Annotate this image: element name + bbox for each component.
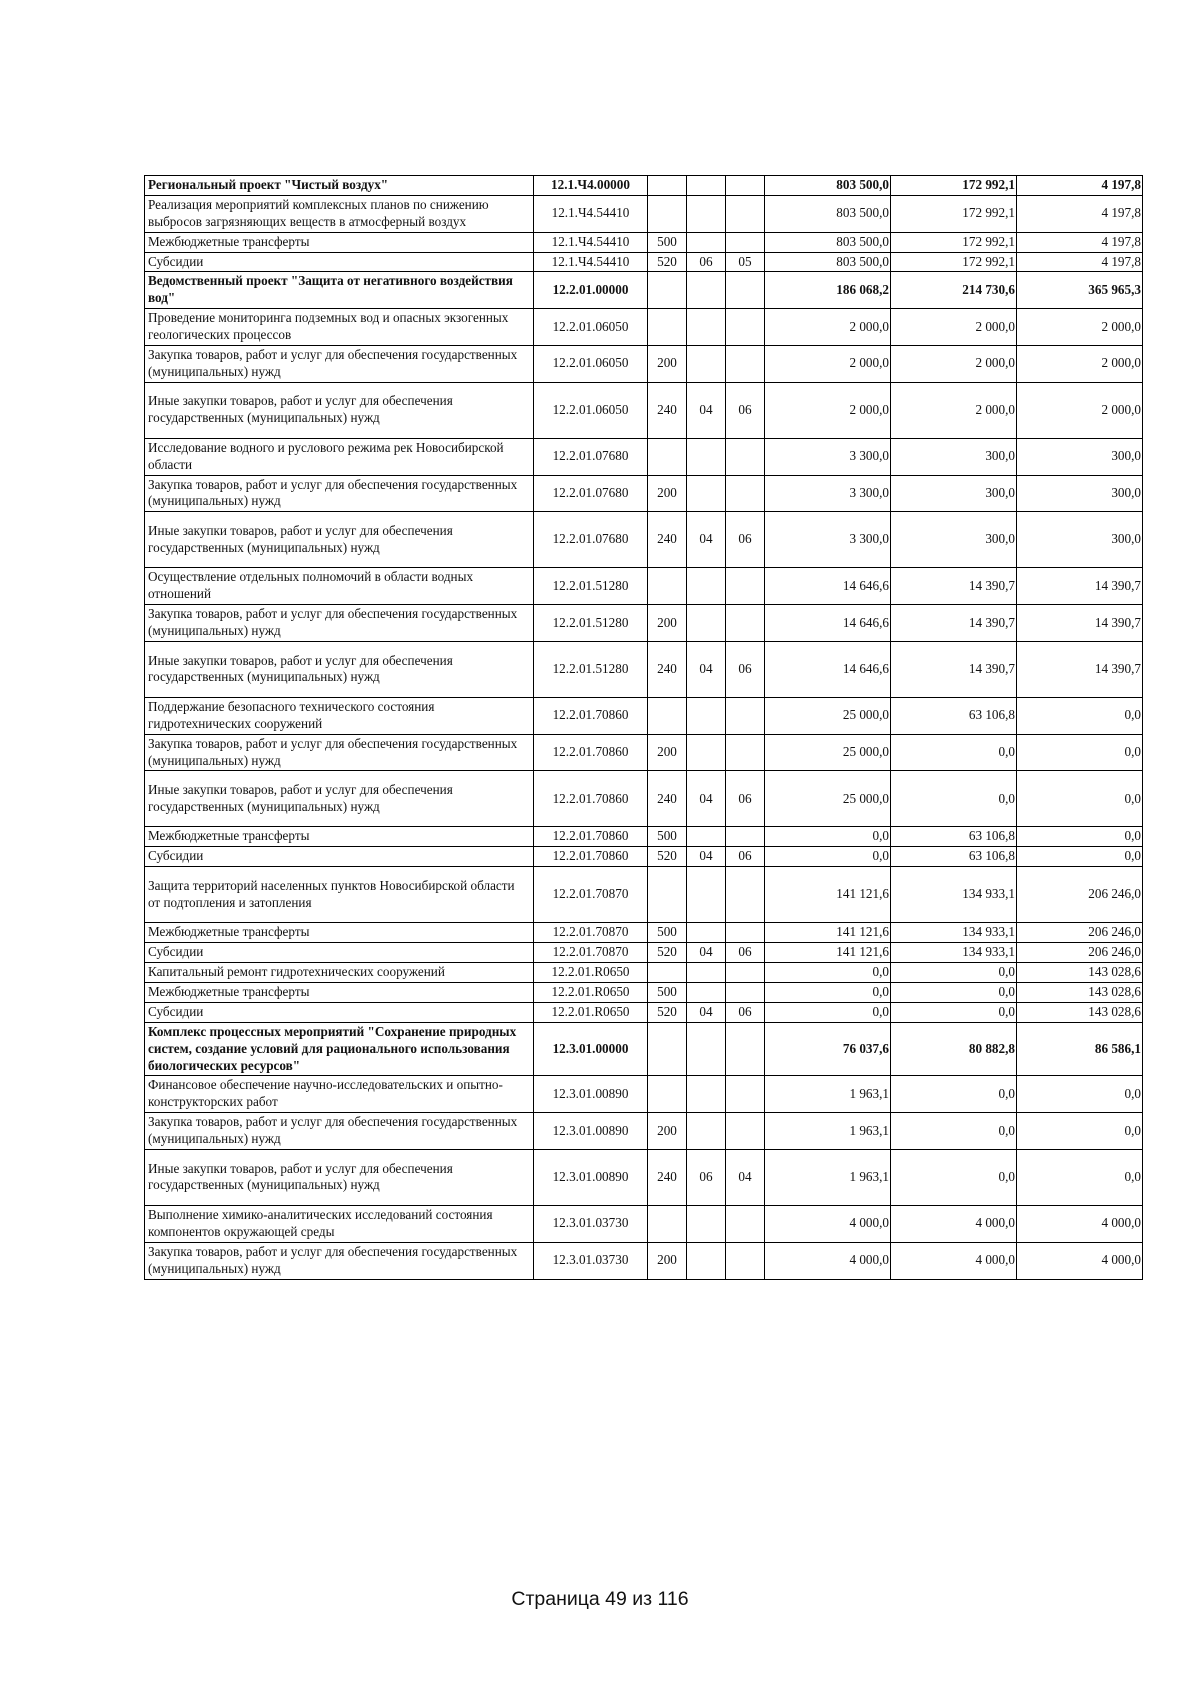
row-code-cell: 12.2.01.70860 [534,734,648,771]
row-expense-type-cell: 240 [648,512,687,568]
row-expense-type-cell [648,272,687,309]
row-amount-year3-cell: 206 246,0 [1017,943,1143,963]
row-amount-year2-cell: 134 933,1 [891,943,1017,963]
row-code-cell: 12.1.Ч4.00000 [534,176,648,196]
row-name-cell: Иные закупки товаров, работ и услуг для обеспечения государственных (муниципальных) нужд [145,512,534,568]
row-expense-type-cell: 240 [648,641,687,697]
row-code-cell: 12.3.01.00000 [534,1022,648,1076]
row-amount-year2-cell: 172 992,1 [891,195,1017,232]
row-amount-year2-cell: 0,0 [891,771,1017,827]
row-expense-type-cell: 240 [648,1149,687,1205]
table-row [145,847,1143,867]
row-section-cell [687,963,726,983]
row-code-cell: 12.2.01.70860 [534,771,648,827]
row-section-cell [687,232,726,252]
row-name-cell: Закупка товаров, работ и услуг для обеспечения государственных (муниципальных) нужд [145,1242,534,1279]
row-code-cell: 12.2.01.70870 [534,923,648,943]
row-code-cell: 12.2.01.R0650 [534,982,648,1002]
row-subsection-cell [726,346,765,383]
row-section-cell [687,1205,726,1242]
row-name-cell: Реализация мероприятий комплексных планов по снижению выбросов загрязняющих веществ в атмосферный воздух [145,195,534,232]
row-amount-year3-cell: 143 028,6 [1017,982,1143,1002]
row-amount-year1-cell: 2 000,0 [765,382,891,438]
row-code-cell: 12.3.01.00890 [534,1113,648,1150]
table-row [145,1022,1143,1076]
row-subsection-cell [726,1242,765,1279]
row-code-cell: 12.3.01.00890 [534,1076,648,1113]
row-code-cell: 12.2.01.70860 [534,697,648,734]
row-amount-year1-cell: 2 000,0 [765,346,891,383]
row-amount-year1-cell: 803 500,0 [765,176,891,196]
row-amount-year1-cell: 803 500,0 [765,195,891,232]
row-amount-year3-cell: 0,0 [1017,697,1143,734]
row-amount-year2-cell: 0,0 [891,982,1017,1002]
table-row [145,272,1143,309]
row-amount-year3-cell: 4 197,8 [1017,252,1143,272]
row-section-cell [687,568,726,605]
row-name-cell: Иные закупки товаров, работ и услуг для обеспечения государственных (муниципальных) нужд [145,382,534,438]
row-subsection-cell [726,1022,765,1076]
table-row [145,232,1143,252]
row-expense-type-cell: 500 [648,923,687,943]
row-amount-year2-cell: 0,0 [891,963,1017,983]
row-name-cell: Ведомственный проект "Защита от негативного воздействия вод" [145,272,534,309]
row-amount-year3-cell: 4 000,0 [1017,1205,1143,1242]
row-amount-year3-cell: 4 000,0 [1017,1242,1143,1279]
row-name-cell: Иные закупки товаров, работ и услуг для обеспечения государственных (муниципальных) нужд [145,641,534,697]
table-row [145,1076,1143,1113]
row-subsection-cell: 05 [726,252,765,272]
row-section-cell [687,475,726,512]
row-amount-year3-cell: 143 028,6 [1017,963,1143,983]
row-amount-year2-cell: 14 390,7 [891,605,1017,642]
row-amount-year2-cell: 4 000,0 [891,1205,1017,1242]
row-amount-year3-cell: 300,0 [1017,438,1143,475]
row-expense-type-cell [648,438,687,475]
row-amount-year1-cell: 1 963,1 [765,1076,891,1113]
row-code-cell: 12.2.01.70860 [534,827,648,847]
row-amount-year2-cell: 2 000,0 [891,346,1017,383]
row-subsection-cell: 06 [726,512,765,568]
row-subsection-cell [726,232,765,252]
row-name-cell: Финансовое обеспечение научно-исследовательских и опытно-конструкторских работ [145,1076,534,1113]
table-row [145,1002,1143,1022]
row-subsection-cell [726,605,765,642]
row-amount-year2-cell: 172 992,1 [891,252,1017,272]
row-amount-year1-cell: 3 300,0 [765,512,891,568]
row-expense-type-cell [648,309,687,346]
row-expense-type-cell [648,963,687,983]
row-code-cell: 12.3.01.03730 [534,1242,648,1279]
table-row [145,827,1143,847]
row-amount-year3-cell: 206 246,0 [1017,923,1143,943]
row-expense-type-cell: 200 [648,1113,687,1150]
row-code-cell: 12.2.01.R0650 [534,1002,648,1022]
row-amount-year1-cell: 141 121,6 [765,923,891,943]
row-subsection-cell [726,1113,765,1150]
row-amount-year1-cell: 0,0 [765,847,891,867]
row-amount-year2-cell: 300,0 [891,512,1017,568]
row-amount-year1-cell: 3 300,0 [765,438,891,475]
row-name-cell: Межбюджетные трансферты [145,827,534,847]
row-amount-year1-cell: 2 000,0 [765,309,891,346]
row-amount-year3-cell: 2 000,0 [1017,346,1143,383]
row-amount-year2-cell: 4 000,0 [891,1242,1017,1279]
row-amount-year2-cell: 14 390,7 [891,568,1017,605]
row-expense-type-cell: 200 [648,605,687,642]
row-amount-year1-cell: 1 963,1 [765,1113,891,1150]
table-row [145,568,1143,605]
row-amount-year1-cell: 0,0 [765,982,891,1002]
row-name-cell: Закупка товаров, работ и услуг для обеспечения государственных (муниципальных) нужд [145,346,534,383]
table-row [145,1242,1143,1279]
table-row [145,963,1143,983]
row-section-cell [687,697,726,734]
row-section-cell [687,309,726,346]
row-amount-year2-cell: 0,0 [891,1149,1017,1205]
row-section-cell [687,1242,726,1279]
table-row [145,1113,1143,1150]
row-name-cell: Поддержание безопасного технического состояния гидротехнических сооружений [145,697,534,734]
row-amount-year2-cell: 2 000,0 [891,382,1017,438]
row-subsection-cell [726,272,765,309]
row-section-cell [687,272,726,309]
row-amount-year3-cell: 206 246,0 [1017,867,1143,923]
row-amount-year3-cell: 2 000,0 [1017,382,1143,438]
row-subsection-cell: 06 [726,847,765,867]
row-amount-year3-cell: 143 028,6 [1017,1002,1143,1022]
row-section-cell [687,438,726,475]
row-amount-year2-cell: 63 106,8 [891,847,1017,867]
row-code-cell: 12.1.Ч4.54410 [534,252,648,272]
row-code-cell: 12.2.01.07680 [534,475,648,512]
row-code-cell: 12.2.01.70860 [534,847,648,867]
row-amount-year2-cell: 80 882,8 [891,1022,1017,1076]
row-expense-type-cell [648,697,687,734]
row-amount-year2-cell: 172 992,1 [891,176,1017,196]
table-row [145,867,1143,923]
row-name-cell: Закупка товаров, работ и услуг для обеспечения государственных (муниципальных) нужд [145,1113,534,1150]
row-amount-year3-cell: 0,0 [1017,771,1143,827]
row-amount-year1-cell: 76 037,6 [765,1022,891,1076]
row-section-cell [687,1076,726,1113]
row-subsection-cell [726,176,765,196]
row-amount-year2-cell: 214 730,6 [891,272,1017,309]
budget-table-body [145,176,1143,1280]
row-subsection-cell: 06 [726,1002,765,1022]
row-subsection-cell [726,734,765,771]
row-name-cell: Межбюджетные трансферты [145,923,534,943]
row-section-cell: 04 [687,847,726,867]
table-row [145,771,1143,827]
row-name-cell: Осуществление отдельных полномочий в области водных отношений [145,568,534,605]
row-amount-year2-cell: 0,0 [891,1002,1017,1022]
row-amount-year3-cell: 300,0 [1017,512,1143,568]
row-expense-type-cell: 500 [648,982,687,1002]
row-subsection-cell [726,438,765,475]
row-amount-year3-cell: 4 197,8 [1017,176,1143,196]
row-amount-year1-cell: 14 646,6 [765,605,891,642]
row-amount-year3-cell: 0,0 [1017,1076,1143,1113]
row-name-cell: Иные закупки товаров, работ и услуг для обеспечения государственных (муниципальных) нужд [145,1149,534,1205]
table-row [145,1149,1143,1205]
row-code-cell: 12.2.01.70870 [534,943,648,963]
row-amount-year2-cell: 0,0 [891,734,1017,771]
table-row [145,176,1143,196]
row-name-cell: Закупка товаров, работ и услуг для обеспечения государственных (муниципальных) нужд [145,475,534,512]
table-row [145,382,1143,438]
row-subsection-cell: 06 [726,771,765,827]
row-amount-year2-cell: 300,0 [891,438,1017,475]
row-section-cell [687,346,726,383]
table-row [145,641,1143,697]
row-expense-type-cell [648,1076,687,1113]
table-row [145,309,1143,346]
row-subsection-cell [726,827,765,847]
row-expense-type-cell [648,195,687,232]
row-amount-year3-cell: 0,0 [1017,734,1143,771]
row-amount-year2-cell: 63 106,8 [891,697,1017,734]
row-expense-type-cell: 200 [648,346,687,383]
row-amount-year1-cell: 4 000,0 [765,1205,891,1242]
row-subsection-cell [726,867,765,923]
row-expense-type-cell [648,568,687,605]
row-expense-type-cell: 240 [648,771,687,827]
row-amount-year1-cell: 4 000,0 [765,1242,891,1279]
row-name-cell: Иные закупки товаров, работ и услуг для обеспечения государственных (муниципальных) нужд [145,771,534,827]
row-name-cell: Субсидии [145,1002,534,1022]
row-section-cell [687,867,726,923]
row-amount-year3-cell: 4 197,8 [1017,232,1143,252]
row-section-cell: 04 [687,943,726,963]
row-name-cell: Субсидии [145,252,534,272]
row-name-cell: Межбюджетные трансферты [145,232,534,252]
row-amount-year1-cell: 0,0 [765,827,891,847]
row-subsection-cell [726,963,765,983]
row-name-cell: Межбюджетные трансферты [145,982,534,1002]
row-code-cell: 12.2.01.07680 [534,512,648,568]
row-amount-year3-cell: 14 390,7 [1017,641,1143,697]
budget-table [144,175,1143,1280]
row-name-cell: Комплекс процессных мероприятий "Сохранение природных систем, создание условий для рационального использования биологических ресурсов" [145,1022,534,1076]
row-amount-year1-cell: 141 121,6 [765,867,891,923]
row-section-cell: 04 [687,771,726,827]
table-row [145,512,1143,568]
row-amount-year1-cell: 25 000,0 [765,771,891,827]
row-expense-type-cell [648,1022,687,1076]
row-subsection-cell: 04 [726,1149,765,1205]
row-subsection-cell [726,309,765,346]
row-amount-year3-cell: 0,0 [1017,1149,1143,1205]
row-code-cell: 12.1.Ч4.54410 [534,195,648,232]
table-row [145,346,1143,383]
row-subsection-cell [726,697,765,734]
row-subsection-cell: 06 [726,382,765,438]
table-row [145,438,1143,475]
row-amount-year2-cell: 134 933,1 [891,923,1017,943]
row-name-cell: Закупка товаров, работ и услуг для обеспечения государственных (муниципальных) нужд [145,734,534,771]
row-amount-year3-cell: 4 197,8 [1017,195,1143,232]
row-code-cell: 12.2.01.00000 [534,272,648,309]
row-expense-type-cell [648,867,687,923]
row-subsection-cell [726,982,765,1002]
row-subsection-cell [726,923,765,943]
row-amount-year3-cell: 0,0 [1017,847,1143,867]
row-code-cell: 12.2.01.06050 [534,309,648,346]
row-name-cell: Закупка товаров, работ и услуг для обеспечения государственных (муниципальных) нужд [145,605,534,642]
table-row [145,943,1143,963]
row-amount-year1-cell: 25 000,0 [765,697,891,734]
row-code-cell: 12.3.01.00890 [534,1149,648,1205]
row-expense-type-cell: 520 [648,252,687,272]
row-amount-year3-cell: 0,0 [1017,827,1143,847]
row-amount-year3-cell: 86 586,1 [1017,1022,1143,1076]
row-expense-type-cell: 240 [648,382,687,438]
row-name-cell: Субсидии [145,847,534,867]
row-name-cell: Выполнение химико-аналитических исследований состояния компонентов окружающей среды [145,1205,534,1242]
row-subsection-cell [726,1076,765,1113]
row-code-cell: 12.1.Ч4.54410 [534,232,648,252]
row-name-cell: Исследование водного и руслового режима рек Новосибирской области [145,438,534,475]
row-amount-year1-cell: 3 300,0 [765,475,891,512]
row-amount-year2-cell: 300,0 [891,475,1017,512]
row-amount-year2-cell: 0,0 [891,1076,1017,1113]
row-amount-year1-cell: 0,0 [765,1002,891,1022]
row-section-cell [687,605,726,642]
row-expense-type-cell: 200 [648,475,687,512]
row-expense-type-cell: 200 [648,1242,687,1279]
row-section-cell: 04 [687,1002,726,1022]
row-section-cell [687,734,726,771]
row-amount-year3-cell: 14 390,7 [1017,605,1143,642]
row-amount-year2-cell: 0,0 [891,1113,1017,1150]
row-code-cell: 12.2.01.07680 [534,438,648,475]
table-row [145,697,1143,734]
row-expense-type-cell: 500 [648,827,687,847]
row-amount-year1-cell: 25 000,0 [765,734,891,771]
row-code-cell: 12.2.01.51280 [534,605,648,642]
row-section-cell: 04 [687,382,726,438]
row-subsection-cell [726,475,765,512]
row-amount-year3-cell: 0,0 [1017,1113,1143,1150]
row-section-cell [687,827,726,847]
row-expense-type-cell: 520 [648,1002,687,1022]
table-row [145,923,1143,943]
row-code-cell: 12.2.01.R0650 [534,963,648,983]
table-row [145,252,1143,272]
row-amount-year1-cell: 14 646,6 [765,641,891,697]
row-section-cell [687,1113,726,1150]
row-amount-year3-cell: 365 965,3 [1017,272,1143,309]
row-code-cell: 12.3.01.03730 [534,1205,648,1242]
row-name-cell: Субсидии [145,943,534,963]
row-amount-year2-cell: 14 390,7 [891,641,1017,697]
row-code-cell: 12.2.01.51280 [534,568,648,605]
row-expense-type-cell: 520 [648,847,687,867]
row-section-cell [687,1022,726,1076]
table-row [145,1205,1143,1242]
table-row [145,475,1143,512]
row-expense-type-cell: 200 [648,734,687,771]
row-section-cell [687,982,726,1002]
row-code-cell: 12.2.01.51280 [534,641,648,697]
row-section-cell [687,195,726,232]
row-amount-year1-cell: 803 500,0 [765,232,891,252]
row-code-cell: 12.2.01.06050 [534,346,648,383]
row-expense-type-cell [648,176,687,196]
table-row [145,734,1143,771]
row-amount-year2-cell: 172 992,1 [891,232,1017,252]
row-amount-year1-cell: 14 646,6 [765,568,891,605]
row-name-cell: Проведение мониторинга подземных вод и опасных экзогенных геологических процессов [145,309,534,346]
table-row [145,605,1143,642]
row-subsection-cell: 06 [726,641,765,697]
row-section-cell [687,923,726,943]
row-section-cell: 06 [687,252,726,272]
row-amount-year2-cell: 63 106,8 [891,827,1017,847]
row-amount-year1-cell: 186 068,2 [765,272,891,309]
row-subsection-cell [726,195,765,232]
row-amount-year3-cell: 300,0 [1017,475,1143,512]
row-section-cell: 04 [687,641,726,697]
row-subsection-cell [726,568,765,605]
row-amount-year1-cell: 141 121,6 [765,943,891,963]
row-subsection-cell [726,1205,765,1242]
row-amount-year3-cell: 14 390,7 [1017,568,1143,605]
row-amount-year2-cell: 2 000,0 [891,309,1017,346]
row-expense-type-cell: 500 [648,232,687,252]
row-code-cell: 12.2.01.06050 [534,382,648,438]
row-amount-year1-cell: 0,0 [765,963,891,983]
row-amount-year1-cell: 1 963,1 [765,1149,891,1205]
row-name-cell: Защита территорий населенных пунктов Новосибирской области от подтопления и затопления [145,867,534,923]
row-section-cell: 04 [687,512,726,568]
row-code-cell: 12.2.01.70870 [534,867,648,923]
row-expense-type-cell: 520 [648,943,687,963]
row-expense-type-cell [648,1205,687,1242]
page-footer: Страница 49 из 116 [511,1588,689,1610]
row-name-cell: Региональный проект "Чистый воздух" [145,176,534,196]
row-subsection-cell: 06 [726,943,765,963]
row-amount-year3-cell: 2 000,0 [1017,309,1143,346]
row-section-cell [687,176,726,196]
table-row [145,195,1143,232]
row-amount-year1-cell: 803 500,0 [765,252,891,272]
row-name-cell: Капитальный ремонт гидротехнических сооружений [145,963,534,983]
row-amount-year2-cell: 134 933,1 [891,867,1017,923]
row-section-cell: 06 [687,1149,726,1205]
table-row [145,982,1143,1002]
